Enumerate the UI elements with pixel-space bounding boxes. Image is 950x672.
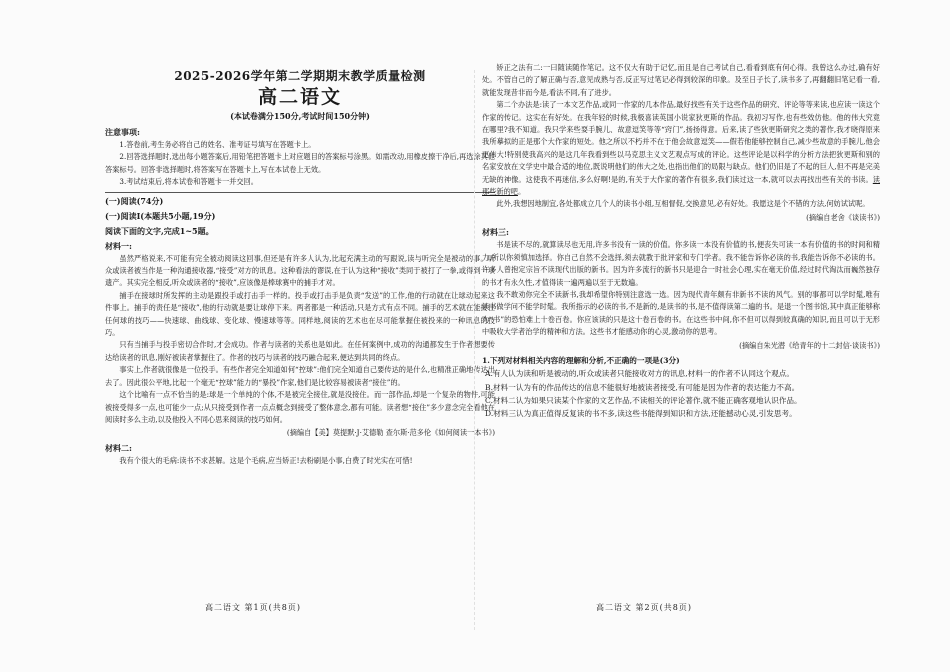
notice-item-1: 1.答卷前,考生务必将自己的姓名、准考证号填写在答题卡上。 (119, 140, 316, 149)
reading-heading: (一)阅读Ⅰ(本题共5小题,19分) (105, 210, 216, 221)
material-2-para-2: 矫正之法有二:一曰随读随作笔记。这不仅大有助于记忆,而且是自己考试自己,看看到底有何心得。我曾这么办过,确有好处。不管自己的了解正确与否,意见成熟与否,反正写过笔记必得到较深的印象。及至日子长了,读书多了,再翻翻旧笔记看一看,就能发现昔非而今是,看法不同,有了进步。 (482, 63, 880, 97)
material-1-para-4: 事实上,作者就很像是一位投手。有些作者完全知道如何“控球”:他们完全知道自己要传达的是什么,也精准正确地传达出去了。因此很公平地,比起一个毫无“控球”能力的“暴投”作家,他们是比较容易被读者“接住”的。 (105, 365, 495, 387)
exam-page-2 (482, 62, 880, 647)
page-footer-left: 高二语文 第1页(共8页) (205, 603, 301, 612)
exam-title: 2025-2026学年第二学期期末教学质量检测 (174, 69, 426, 83)
material-1-para-2: 捕手在接球时所发挥的主动是跟投手或打击手一样的。投手或打击手是负责“发送”的工作,他的行动就在让球动起来这件事上。捕手的责任是“接收”,他的行动就是要让球停下来。两者都是一种活动,只是方式有点不同。捕手的艺术就在能接住任何球的技巧——快速球、曲线球、变化球、慢速球等等。同样地,阅读的艺术也在尽可能掌握住被投来的一种讯息的技巧。 (105, 290, 495, 338)
notice-item-3: 3.考试结束后,将本试卷和答题卡一并交回。 (119, 177, 258, 187)
page-fold-line (474, 70, 475, 630)
page-footer-right: 高二语文 第2页(共8页) (596, 603, 692, 612)
material-2-para-4: 此外,我想因地制宜,各处都成立几个人的读书小组,互相督促,交换意见,必有好处。我愿这是个不错的方法,何妨试试呢。 (496, 199, 870, 209)
material-3-source: (摘编自朱光潜《给青年的十二封信·谈读书》) (739, 340, 880, 350)
section-heading: (一)阅读(74分) (105, 195, 164, 206)
notice-item-2: 2.回答选择题时,选出每小题答案后,用铅笔把答题卡上对应题目的答案标号涂黑。如需改动,用橡皮擦干净后,再选涂其他答案标号。回答非选择题时,将答案写在答题卡上,写在本试卷上无效。 (105, 152, 495, 174)
question-1-stem: 1.下列对材料相关内容的理解和分析,不正确的一项是(3分) (482, 355, 680, 365)
subject-title: 高二语文 (257, 86, 342, 108)
exam-page-1 (105, 62, 495, 647)
question-1-option-b: B.材料一认为有的作品传达的信息不能很好地被读者接受,有可能是因为作者的表达能力不高。 (485, 382, 800, 392)
material-3-para-2: 我不敢劝你完全不读新书,我却希望你特别注意选一选。因为现代青年颇有非新书不读的风气。别的事都可以学时髦,唯有读书做学问不能学时髦。我所指示的必读的书,不是新的,是读书的书,是不值得读第二遍的书。是退一个图书馆,其中真正能够称为“书”的恐怕难上十卷百卷。你应该读的只是这十卷百卷的书。在这些书中间,你不但可以得到较真确的知识,而且可以于无形中吸收大学者治学的精神和方法。这些书才能感动你的心灵,激动你的思考。 (482, 289, 880, 337)
exam-subtitle: (本试卷满分150分,考试时间150分钟) (230, 111, 370, 121)
material-1-para-1: 虽然严格说来,不可能有完全被动阅读这回事,但还是有许多人认为,比起充满主动的写跟说,读与听完全是被动的事。听众或读者被当作是一种沟通接收器,“接受”对方的讯息。这种看法的谬误,在于认为这种“接收”类同于被打了一拳,或得到一项遗产。其实完全相反,听众或读者的“接收”,应该像是棒球赛中的捕手才对。 (105, 253, 495, 288)
section-divider (105, 192, 495, 193)
material-3-label: 材料三: (482, 227, 509, 238)
question-1-option-a: A.有人认为读和听是被动的,听众或读者只能接收对方的讯息,材料一的作者不认同这个观点。 (485, 369, 794, 379)
material-2-source: (摘编自老舍《谈读书》) (806, 212, 880, 222)
material-1-para-5: 这个比喻有一点不恰当的是:球是一个单纯的个体,不是被完全接住,就是没接住。而一部作品,却是一个复杂的物件,可能被接受得多一点,也可能少一点;从只接受到作者一点点概念到接受了整体意念,都有可能。读者想“接住”多少意念完全看他在阅读时多么主动,以及他投入不同心思来阅读的技巧如何。 (105, 390, 495, 424)
material-1-para-3: 只有当捕手与投手密切合作时,才会成功。作者与读者的关系也是如此。在任何案例中,成功的沟通都发生于作者想要传达给读者的讯息,刚好被读者掌握住了。作者的技巧与读者的技巧融合起来,便达到共同的终点。 (105, 340, 495, 362)
material-1-label: 材料一: (105, 240, 132, 251)
material-3-para-1: 书是读不尽的,就算读尽也无用,许多书没有一读的价值。你多读一本没有价值的书,便丧失可读一本有价值的书的时间和精力,所以你须慎加选择。你自己自然不会选择,须去就教于批评家和专门学者。我不能告诉你必读的书,我能告诉你不必读的书。许多人曾抱定宗旨不读现代出版的新书。因为许多流行的新书只是迎合一时社会心理,实在毫无价值,经过时代淘汰而巍然独存的书才有永久性,才值得读一遍两遍以至于无数遍。 (482, 240, 880, 287)
material-2-para-3: 第二个办法是:读了一本文艺作品,或同一作家的几本作品,最好找些有关于这些作品的研究、评论等等来读,也应读一读这个作家的传记。这实在有好处。在我年轻的时候,我极喜读英国小说家狄更斯的作品。我初习写作,也有些效仿他。他的伟大究竟在哪里?我不知道。我只学来些耍手腕儿、故意逗笑等等“窍门”,扬扬得意。后来,读了些狄更斯研究之类的著作,我才晓得原来我所摹拟的正是那个大作家的短处。他之所以不朽并不在于他会故意逗笑——假若他能够控制自己,减少些故意的手腕儿,他会更伟大!特别使我高兴的是这几年我看到些以马克思主义文艺观点写成的评论。这些评论是以科学的分析方法把狄更斯和别的名家安放在文学史中最合适的地位,既说明他们的伟大之处,也指出他们的局限与缺点。他们仍旧是了不起的巨人,但不再是完美无缺的神像。这使我不再迷信,多么好啊!是的,有关于大作家的著作有很多,我们读过这一本,就可以去再找出些有关的书读。读那些新的吧。 (482, 100, 880, 197)
question-1-option-d: D.材料三认为真正值得反复读的书不多,读这些书能得到知识和方法,还能撼动心灵,引发思考。 (485, 408, 797, 418)
material-1-source: (摘编自【美】莫提默·J·艾德勒 查尔斯·范多伦《如何阅读一本书》) (286, 428, 495, 438)
underlined-phrase: 读那些新的吧 (482, 174, 880, 197)
question-1-option-c: C.材料二认为如果只读某个作家的文艺作品,不读相关的评论著作,就不能正确客观地认识作品。 (485, 395, 802, 405)
material-2-label: 材料二: (105, 442, 132, 453)
material-2-para-1: 我有个很大的毛病:读书不求甚解。这是个毛病,应当矫正!去粉刷是小事,白费了时光实在可惜! (119, 455, 413, 465)
notice-heading: 注意事项: (105, 127, 140, 137)
reading-instruction: 阅读下面的文字,完成1~5题。 (105, 225, 214, 236)
